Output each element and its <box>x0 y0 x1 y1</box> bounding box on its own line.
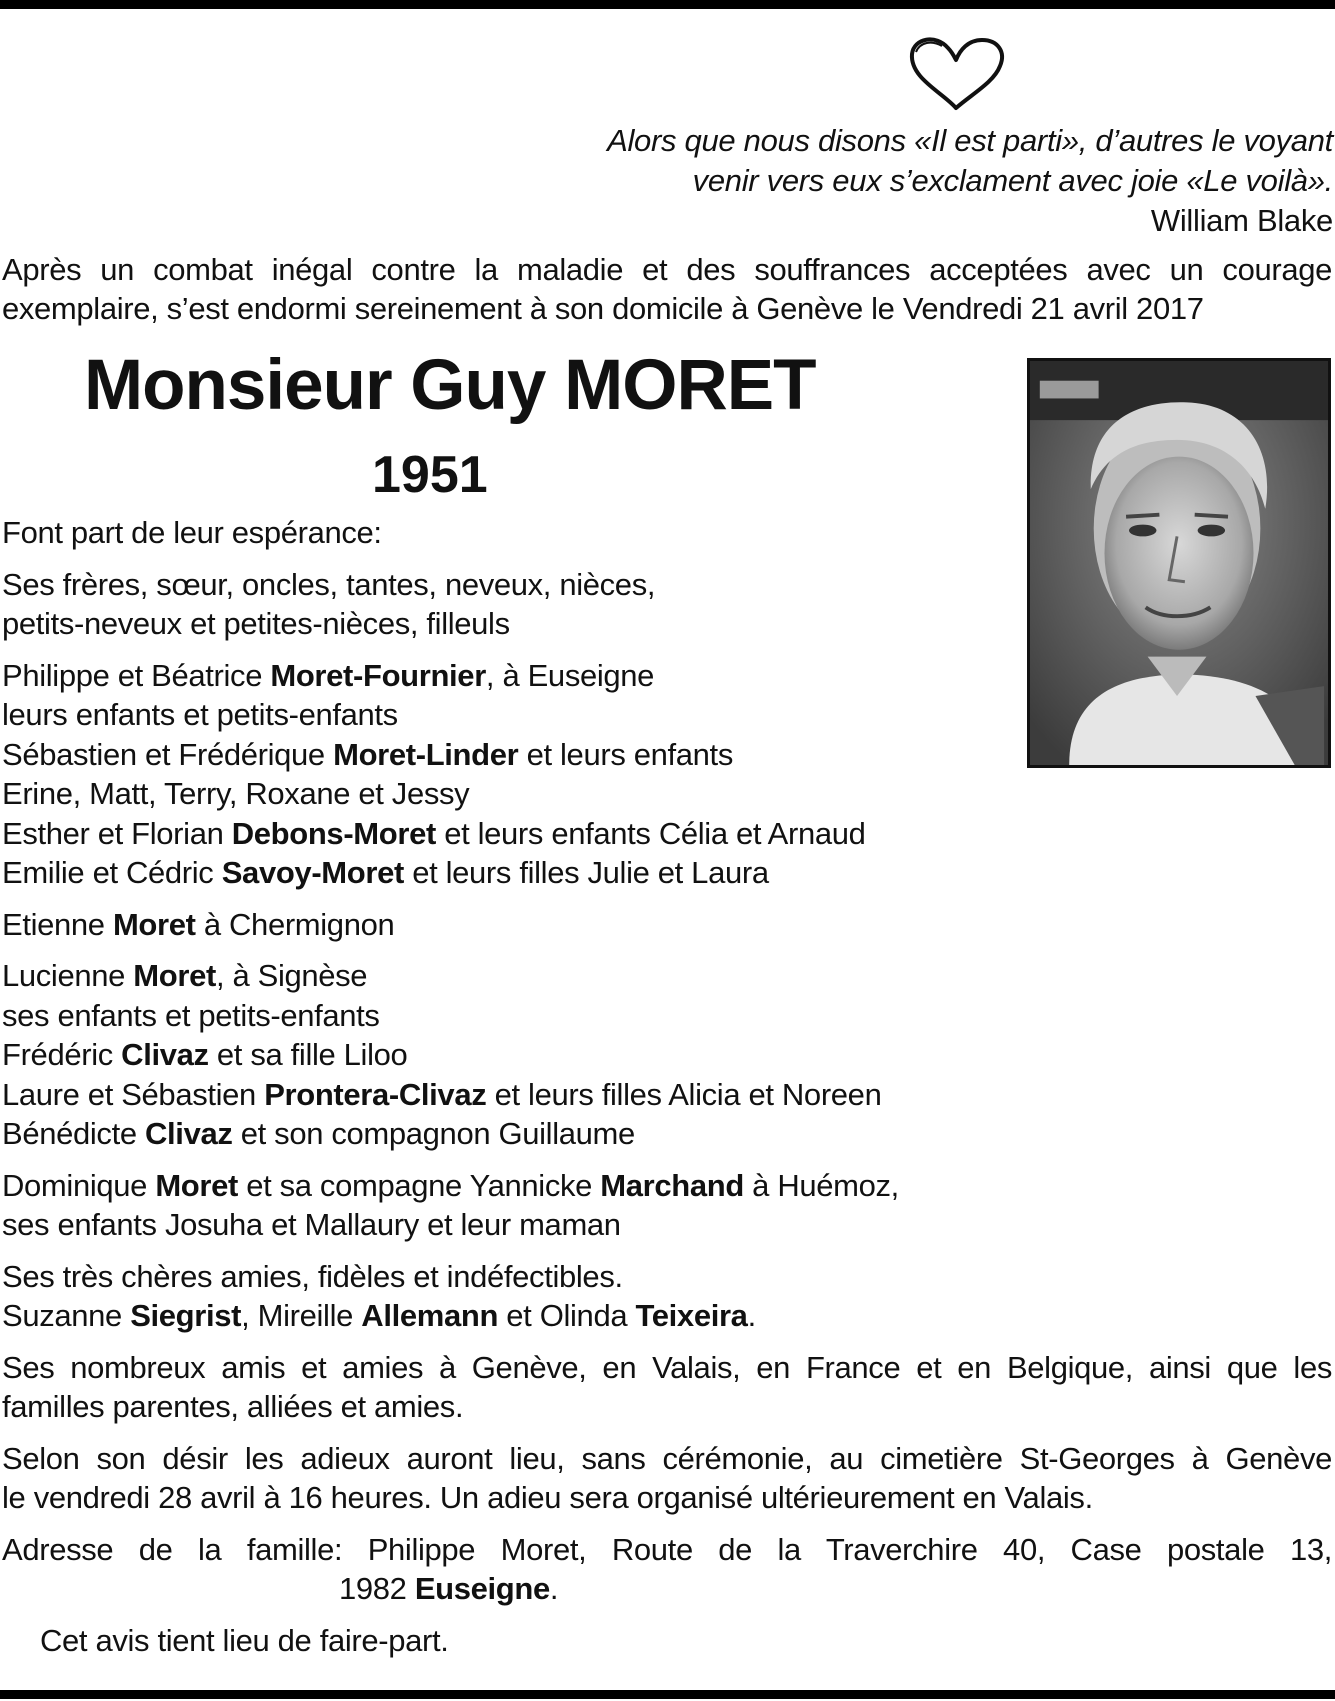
ceremony-line-2: le vendredi 28 avril à 16 heures. Un adieu sera organisé ultérieurement en Valais. <box>2 1480 1093 1515</box>
family-group-3-line-1 <box>2 956 1332 996</box>
siblings-line-1: Ses frères, sœur, oncles, tantes, neveux, nièces, <box>2 566 656 602</box>
quote-line-2: venir vers eux s’exclament avec joie «Le voilà». <box>692 163 1333 198</box>
family-group-1-line-2: leurs enfants et petits-enfants <box>2 697 398 732</box>
friends-line-1: Ses nombreux amis et amies à Genève, en Valais, en France et en Belgique, ainsi que les <box>2 1349 1332 1385</box>
birth-year: 1951 <box>372 446 488 504</box>
address-line-2 <box>2 1569 1332 1609</box>
closing-note: Cet avis tient lieu de faire-part. <box>40 1622 449 1658</box>
family-group-4-line-1 <box>2 1166 1332 1206</box>
text: Bénédicte <box>2 1116 145 1151</box>
family-group-3-line-5 <box>2 1114 1332 1154</box>
family-group-2-line-1 <box>2 905 1332 945</box>
family-surname: Moret-Fournier <box>270 657 486 693</box>
text: à Huémoz, <box>743 1167 899 1203</box>
text: , à Signèse <box>215 958 368 993</box>
family-group-3-line-3 <box>2 1035 1332 1075</box>
text: et leurs filles Julie et Laura <box>403 855 769 890</box>
friends-close-line-1: Ses très chères amies, fidèles et indéfectibles. <box>2 1258 623 1294</box>
text: et leurs enfants <box>518 736 733 772</box>
family-surname: Moret <box>155 1167 238 1203</box>
text: et leurs filles Alicia et Noreen <box>486 1076 882 1112</box>
family-group-1-line-4: Erine, Matt, Terry, Roxane et Jessy <box>2 776 470 811</box>
family-group-4-line-2: ses enfants Josuha et Mallaury et leur maman <box>2 1207 621 1242</box>
text: et leurs enfants Célia et Arnaud <box>435 815 866 851</box>
family-surname: Moret-Linder <box>333 736 519 772</box>
family-surname: Debons-Moret <box>231 815 436 851</box>
friends-close-line-2 <box>2 1296 1332 1336</box>
family-group-3-line-4 <box>2 1075 1332 1115</box>
text: Lucienne <box>2 958 134 993</box>
intro-line-1: Après un combat inégal contre la maladie et des souffrances acceptées avec un courage <box>2 252 1332 287</box>
address-town: Euseigne <box>414 1571 550 1606</box>
family-surname: Clivaz <box>121 1037 209 1072</box>
announce-line: Font part de leur espérance: <box>2 515 382 550</box>
text: et Olinda <box>498 1298 636 1333</box>
family-group-3-line-2: ses enfants et petits-enfants <box>2 997 380 1033</box>
friends-line-2: familles parentes, alliées et amies. <box>2 1389 464 1424</box>
family-surname: Moret <box>133 958 216 993</box>
family-surname: Moret <box>112 906 196 942</box>
text: Laure et Sébastien <box>2 1076 265 1112</box>
family-surname: Prontera-Clivaz <box>264 1076 487 1112</box>
address-line-1: Adresse de la famille: Philippe Moret, Route de la Traverchire 40, Case postale 13, <box>2 1531 1332 1567</box>
text: , à Euseigne <box>485 657 655 693</box>
text: Suzanne <box>2 1298 131 1333</box>
text: Etienne <box>2 906 113 942</box>
quote-line-1: Alors que nous disons «Il est parti», d’autres le voyant <box>607 123 1333 158</box>
text: à Chermignon <box>195 906 395 942</box>
text: Philippe et Béatrice <box>2 657 271 693</box>
text: et son compagnon Guillaume <box>232 1116 635 1151</box>
text: 1982 <box>339 1571 415 1606</box>
ceremony-line-1: Selon son désir les adieux auront lieu, sans cérémonie, au cimetière St-Georges à Genève <box>2 1440 1332 1476</box>
text: , Mireille <box>241 1298 362 1333</box>
family-group-1-line-5 <box>2 814 1332 854</box>
family-group-1-line-6 <box>2 853 1332 893</box>
text: et sa fille Liloo <box>208 1037 408 1072</box>
family-group-1-line-1 <box>2 656 1332 696</box>
heart-outline-icon <box>902 30 1010 114</box>
family-surname: Siegrist <box>130 1298 242 1333</box>
siblings-line-2: petits-neveux et petites-nièces, filleuls <box>2 606 510 641</box>
family-group-1-line-3 <box>2 735 1332 775</box>
text: Frédéric <box>2 1037 122 1072</box>
text: Esther et Florian <box>2 815 232 851</box>
intro-line-2: exemplaire, s’est endormi sereinement à son domicile à Genève le Vendredi 21 avril 2017 <box>2 291 1204 326</box>
family-surname: Allemann <box>361 1298 499 1333</box>
text: . <box>549 1571 559 1606</box>
intro-paragraph <box>2 250 1332 328</box>
text: Sébastien et Frédérique <box>2 736 334 772</box>
family-surname: Marchand <box>600 1167 744 1203</box>
family-surname: Clivaz <box>145 1116 233 1151</box>
family-surname: Teixeira <box>635 1298 748 1333</box>
deceased-name: Monsieur Guy MORET <box>84 346 816 425</box>
quote-author: William Blake <box>1150 203 1333 238</box>
bottom-rule <box>0 1690 1335 1699</box>
text: et sa compagne Yannicke <box>237 1167 601 1203</box>
text: Emilie et Cédric <box>2 855 222 890</box>
top-rule <box>0 0 1335 9</box>
text: . <box>747 1298 756 1333</box>
text: Dominique <box>2 1167 156 1203</box>
epigraph-quote <box>433 121 1333 241</box>
obituary-body <box>2 513 1332 1660</box>
family-surname: Savoy-Moret <box>221 855 404 890</box>
